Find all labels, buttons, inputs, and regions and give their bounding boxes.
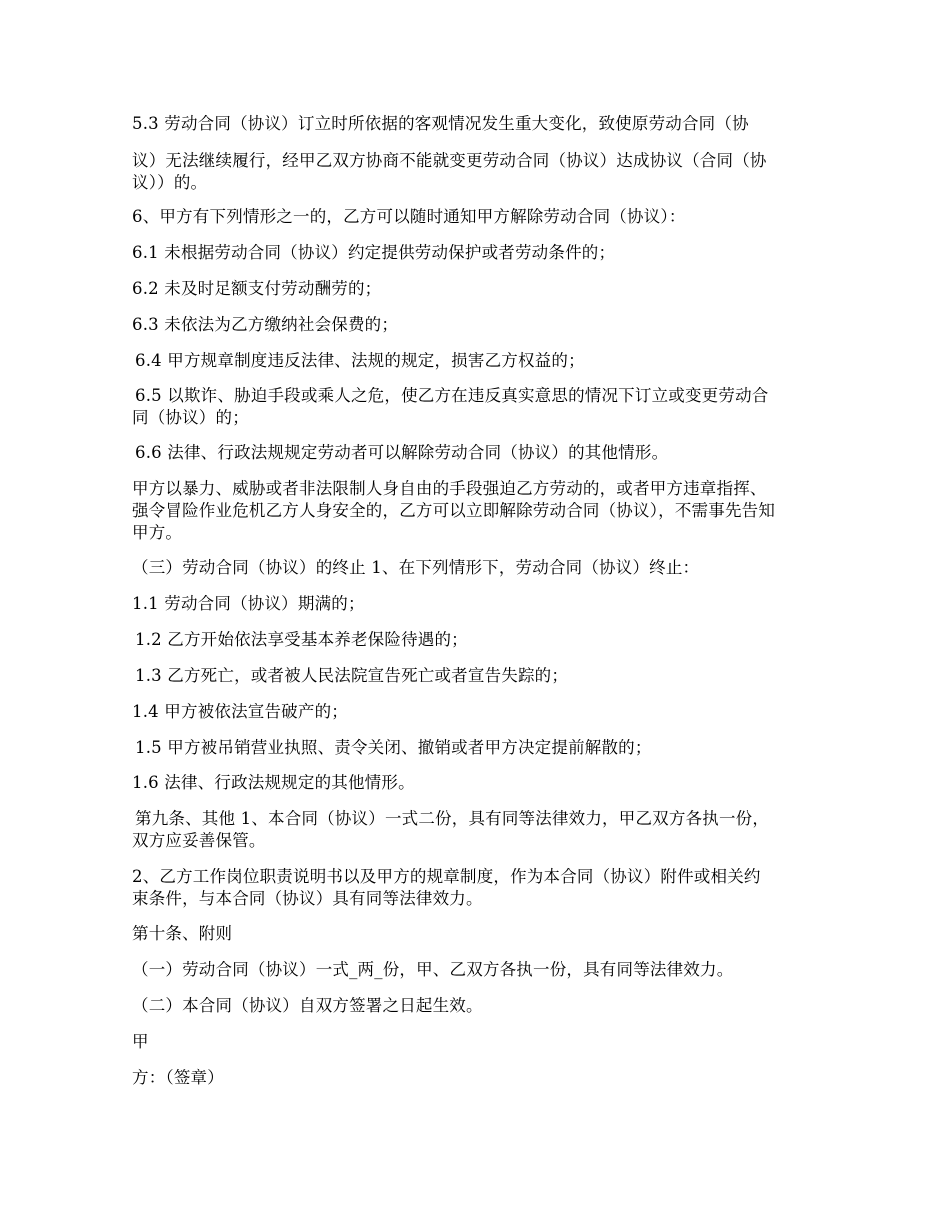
text-line: 1.2 乙方开始依法享受基本养老保险待遇的； bbox=[135, 630, 468, 649]
text-line: 同（协议）的； bbox=[132, 408, 249, 427]
text-line: 方：（签章） bbox=[132, 1068, 224, 1087]
text-line: 1.3 乙方死亡，或者被人民法院宣告死亡或者宣告失踪的； bbox=[135, 666, 569, 685]
text-line: 甲 bbox=[132, 1032, 149, 1051]
text-line: 议）无法继续履行，经甲乙双方协商不能就变更劳动合同（协议）达成协议（合同（协 bbox=[132, 151, 767, 170]
text-line: 6.2 未及时足额支付劳动酬劳的； bbox=[132, 279, 382, 298]
text-line: 双方应妥善保管。 bbox=[132, 831, 266, 850]
text-line: 6.1 未根据劳动合同（协议）约定提供劳动保护或者劳动条件的； bbox=[132, 243, 616, 262]
text-line: 5.3 劳动合同（协议）订立时所依据的客观情况发生重大变化，致使原劳动合同（协 bbox=[132, 114, 749, 133]
text-line: （三）劳动合同（协议）的终止 1、在下列情形下，劳动合同（协议）终止： bbox=[132, 558, 700, 577]
text-line: 1.1 劳动合同（协议）期满的； bbox=[132, 594, 365, 613]
text-line: 6.5 以欺诈、胁迫手段或乘人之危，使乙方在违反真实意思的情况下订立或变更劳动合 bbox=[135, 386, 769, 405]
text-line: 第九条、其他 1、本合同（协议）一式二份，具有同等法律效力，甲乙双方各执一份， bbox=[135, 809, 770, 828]
text-line: 议））的。 bbox=[132, 173, 208, 192]
text-line: 6、甲方有下列情形之一的，乙方可以随时通知甲方解除劳动合同（协议）： bbox=[132, 207, 686, 226]
text-line: 甲方。 bbox=[132, 523, 183, 542]
text-line: 2、乙方工作岗位职责说明书以及甲方的规章制度，作为本合同（协议）附件或相关约 bbox=[132, 867, 761, 886]
text-line: 6.6 法律、行政法规规定劳动者可以解除劳动合同（协议）的其他情形。 bbox=[135, 443, 669, 462]
text-line: 1.6 法律、行政法规规定的其他情形。 bbox=[132, 773, 415, 792]
text-line: 甲方以暴力、威胁或者非法限制人身自由的手段强迫乙方劳动的，或者甲方违章指挥、 bbox=[132, 479, 767, 498]
text-line: 1.4 甲方被依法宣告破产的； bbox=[132, 702, 348, 721]
text-line: （一）劳动合同（协议）一式_两_份，甲、乙双方各执一份，具有同等法律效力。 bbox=[132, 960, 734, 979]
text-line: （二）本合同（协议）自双方签署之日起生效。 bbox=[132, 996, 483, 1015]
text-line: 6.4 甲方规章制度违反法律、法规的规定，损害乙方权益的； bbox=[135, 351, 585, 370]
text-line: 强令冒险作业危机乙方人身安全的，乙方可以立即解除劳动合同（协议），不需事先告知 bbox=[132, 501, 776, 520]
text-line: 束条件，与本合同（协议）具有同等法律效力。 bbox=[132, 889, 483, 908]
text-line: 第十条、附则 bbox=[132, 924, 233, 943]
text-line: 6.3 未依法为乙方缴纳社会保费的； bbox=[132, 315, 399, 334]
text-line: 1.5 甲方被吊销营业执照、责令关闭、撤销或者甲方决定提前解散的； bbox=[135, 738, 652, 757]
